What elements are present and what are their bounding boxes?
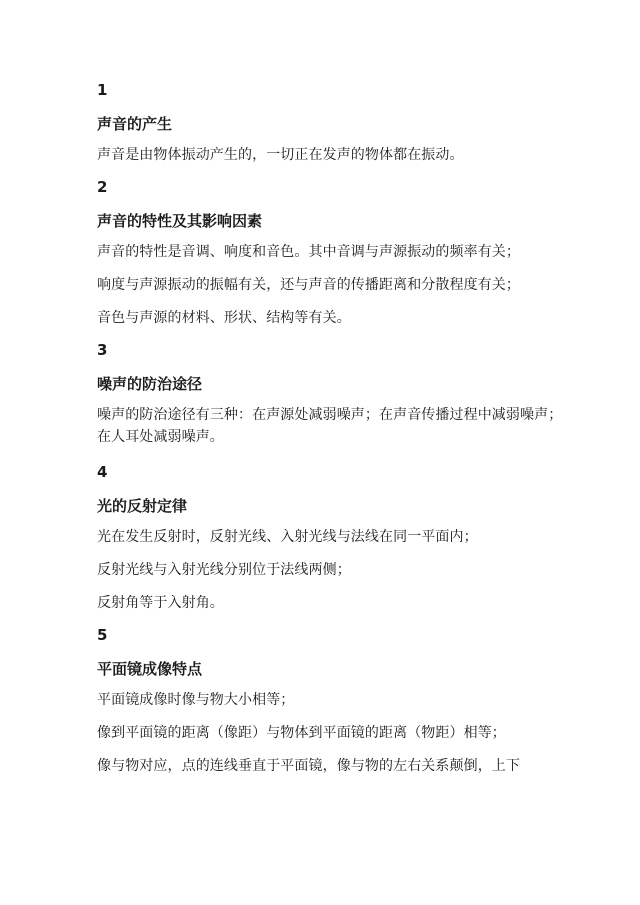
paragraph: 平面镜成像时像与物大小相等； xyxy=(97,692,295,708)
section-title: 噪声的防治途径 xyxy=(97,375,203,393)
section-5 xyxy=(97,625,567,777)
paragraph: 音色与声源的材料、形状、结构等有关。 xyxy=(97,310,351,326)
paragraph: 像与物对应，点的连线垂直于平面镜，像与物的左右关系颠倒，上下 xyxy=(97,758,520,774)
section-title: 声音的特性及其影响因素 xyxy=(97,212,263,230)
paragraph: 反射光线与入射光线分别位于法线两侧； xyxy=(97,562,351,578)
section-1 xyxy=(97,80,567,166)
section-title: 光的反射定律 xyxy=(97,497,188,515)
section-number: 3 xyxy=(97,341,108,359)
paragraph: 声音是由物体振动产生的，一切正在发声的物体都在振动。 xyxy=(97,147,464,163)
section-number: 4 xyxy=(97,463,108,481)
paragraph: 声音的特性是音调、响度和音色。其中音调与声源振动的频率有关； xyxy=(97,244,520,260)
section-number: 2 xyxy=(97,178,108,196)
section-title: 声音的产生 xyxy=(97,115,173,133)
paragraph: 噪声的防治途径有三种：在声源处减弱噪声；在声音传播过程中减弱噪声；在人耳处减弱噪声。 xyxy=(97,407,563,445)
paragraph: 光在发生反射时，反射光线、入射光线与法线在同一平面内； xyxy=(97,529,478,545)
paragraph: 反射角等于入射角。 xyxy=(97,595,224,611)
section-2 xyxy=(97,177,567,329)
section-title: 平面镜成像特点 xyxy=(97,660,203,678)
document-page xyxy=(97,80,567,788)
section-number: 1 xyxy=(97,81,108,99)
paragraph: 响度与声源振动的振幅有关，还与声音的传播距离和分散程度有关； xyxy=(97,277,520,293)
paragraph: 像到平面镜的距离（像距）与物体到平面镜的距离（物距）相等； xyxy=(97,725,506,741)
section-number: 5 xyxy=(97,626,108,644)
section-3 xyxy=(97,340,567,448)
section-4 xyxy=(97,462,567,614)
